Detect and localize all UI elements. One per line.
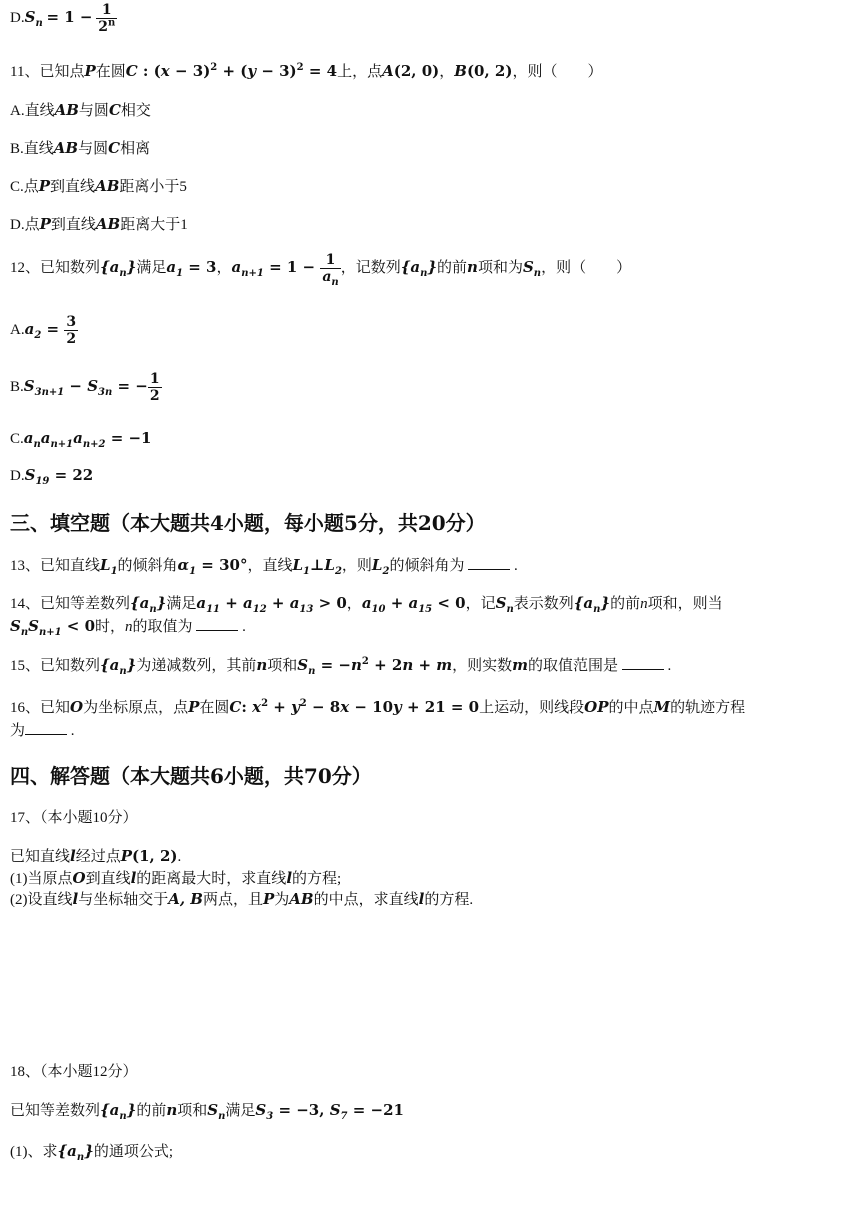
q12-option-c xyxy=(10,428,152,449)
q11-option-d xyxy=(10,214,188,235)
text: (1)、求 xyxy=(10,1144,58,1160)
text: 表示数列 xyxy=(513,596,574,612)
math: − xyxy=(64,376,88,395)
text: D.点 xyxy=(10,217,40,233)
math: = − xyxy=(315,656,351,674)
math: − 3)$^2$ + ( xyxy=(169,62,248,80)
text: ，记 xyxy=(465,596,496,612)
math: $\{a_n\}$ xyxy=(573,594,611,615)
math: y xyxy=(247,62,257,80)
math: P xyxy=(188,698,200,716)
option-prefix: D. xyxy=(10,468,25,484)
math: $a_{n+1}$ xyxy=(231,257,264,279)
math: $^2$ − 8 xyxy=(299,698,341,716)
q10-option-d xyxy=(10,2,117,35)
text: 与圆 xyxy=(78,103,109,119)
math: $L_1$ xyxy=(100,556,118,577)
text: 的方程. xyxy=(424,892,474,908)
math: $L_1$ xyxy=(292,556,310,577)
text: 12、已知数列 xyxy=(10,259,101,276)
math: $\{a_n\}$ xyxy=(57,1142,94,1163)
text: 在圆 xyxy=(95,64,126,80)
math: $S_{3n}$ xyxy=(87,376,113,398)
math: = 3 xyxy=(183,257,217,276)
math: $\{a_n\}$ xyxy=(100,257,137,279)
text: 已知等差数列 xyxy=(10,1103,101,1119)
math: P xyxy=(120,847,133,865)
text: . xyxy=(242,619,246,635)
math: O xyxy=(72,869,86,887)
math: : ( xyxy=(137,62,161,80)
text: 11、已知点 xyxy=(10,64,85,80)
text: ， xyxy=(346,596,362,612)
q18-line1 xyxy=(10,1100,404,1121)
text: B.直线 xyxy=(10,141,54,157)
math: $S_n$ xyxy=(495,594,514,615)
math: l xyxy=(72,890,79,908)
option-prefix: A. xyxy=(10,321,25,338)
text: ，记数列 xyxy=(340,259,401,276)
text: 为递减数列，其前 xyxy=(136,658,257,674)
section-3-title: 三、填空题（本大题共4小题，每小题5分，共20分） xyxy=(10,511,486,535)
math: = 22 xyxy=(49,466,94,484)
text: 14、已知等差数列 xyxy=(10,596,131,612)
text: (2)设直线 xyxy=(10,892,73,908)
math: n xyxy=(166,1101,178,1119)
text: 距离小于5 xyxy=(119,179,187,195)
math: x xyxy=(340,698,350,716)
math: AB xyxy=(95,215,121,233)
math: C xyxy=(108,139,121,157)
math: $a_{12}$ xyxy=(243,594,267,615)
math: $L_2$ xyxy=(324,556,342,577)
math: ⊥ xyxy=(309,556,325,574)
math: + xyxy=(220,594,244,612)
math: (1, 2) xyxy=(132,847,178,865)
q18-heading: 18、（本小题12分） xyxy=(10,1064,138,1080)
math: < 0 xyxy=(61,617,96,635)
text: 上运动，则线段 xyxy=(479,700,585,716)
q17-line1 xyxy=(10,846,181,867)
math: $S_n$ xyxy=(522,257,542,279)
text: . xyxy=(177,849,182,865)
math: + 21 = 0 xyxy=(401,698,480,716)
q11-stem xyxy=(10,61,602,82)
math: $\{a_n\}$ xyxy=(130,594,167,615)
math: : xyxy=(241,698,253,716)
q15 xyxy=(10,655,671,676)
math: $S_n$ xyxy=(207,1101,226,1122)
math: $S_n$ xyxy=(24,7,43,29)
math: = 1 − xyxy=(46,7,93,26)
text: 项和为 xyxy=(477,259,523,276)
option-prefix: D. xyxy=(10,9,25,26)
text: ， xyxy=(439,64,455,80)
math: x xyxy=(252,698,262,716)
math: (2, 0) xyxy=(393,62,440,80)
q11-option-a xyxy=(10,100,151,121)
math: B xyxy=(454,62,467,80)
text: A.直线 xyxy=(10,103,55,119)
math: n xyxy=(350,656,362,674)
math: $a_1$ xyxy=(166,257,184,279)
math: $S_n$ xyxy=(297,656,316,677)
text: 的距离最大时，求直线 xyxy=(136,871,287,887)
text: 在圆 xyxy=(199,700,230,716)
q17-heading: 17、（本小题10分） xyxy=(10,810,138,826)
q16-line2 xyxy=(10,720,75,741)
math: m xyxy=(436,656,453,674)
text: 已知直线 xyxy=(10,849,71,865)
text: ，则（ ） xyxy=(512,64,603,80)
text: 为坐标原点，点 xyxy=(83,700,189,716)
math: $S_3$ xyxy=(255,1101,274,1122)
math: n xyxy=(256,656,268,674)
math: AB xyxy=(95,177,120,195)
option-prefix: C. xyxy=(10,431,24,447)
text: 13、已知直线 xyxy=(10,558,101,574)
text: ，直线 xyxy=(247,558,293,574)
math: P xyxy=(263,890,275,908)
text: 两点，且 xyxy=(202,892,263,908)
text: 满足 xyxy=(136,259,167,276)
text: 的通项公式; xyxy=(93,1144,173,1160)
text: C.点 xyxy=(10,179,39,195)
math: = xyxy=(41,319,65,338)
q12-option-d xyxy=(10,465,93,486)
text: 与坐标轴交于 xyxy=(78,892,169,908)
text: 上，点 xyxy=(337,64,383,80)
q16-line1 xyxy=(10,697,745,718)
q11-option-c xyxy=(10,176,187,197)
q13 xyxy=(10,555,518,576)
math: $\{a_n\}$ xyxy=(100,656,137,677)
math: l xyxy=(130,869,137,887)
math: n xyxy=(640,596,648,612)
text: 与圆 xyxy=(78,141,109,157)
math: O xyxy=(70,698,84,716)
text: . xyxy=(667,658,672,674)
text: . xyxy=(70,723,75,739)
math: x xyxy=(160,62,170,80)
math: n xyxy=(402,656,414,674)
text: 为 xyxy=(10,723,26,739)
math: = −1 xyxy=(105,429,152,447)
text: 满足 xyxy=(166,596,197,612)
q17-line3 xyxy=(10,889,473,910)
math: = 1 − xyxy=(263,257,321,276)
math: m xyxy=(512,656,528,674)
text: 经过点 xyxy=(75,849,121,865)
text: ，则 xyxy=(341,558,372,574)
text: 满足 xyxy=(225,1103,256,1119)
math: C xyxy=(108,101,121,119)
math: = −21 xyxy=(347,1101,404,1119)
math: = −3, xyxy=(273,1101,330,1119)
text: . xyxy=(513,558,518,574)
math: = − xyxy=(112,376,148,395)
text: ，则（ ） xyxy=(541,259,632,276)
math: $S_7$ xyxy=(329,1101,348,1122)
math: AB xyxy=(53,139,79,157)
math: + xyxy=(385,594,409,612)
text: (1)当原点 xyxy=(10,871,73,887)
q14-line1 xyxy=(10,593,723,614)
math: $S_{19}$ xyxy=(24,466,50,487)
math: $L_2$ xyxy=(371,556,390,577)
option-prefix: B. xyxy=(10,378,24,395)
math: < 0 xyxy=(432,594,466,612)
math: $a_na_{n+1}a_{n+2}$ xyxy=(23,429,106,450)
q18-line2 xyxy=(10,1141,173,1162)
math: A, B xyxy=(168,890,203,908)
q14-line2 xyxy=(10,616,246,637)
text: 的中点，求直线 xyxy=(313,892,419,908)
math: P xyxy=(84,62,96,80)
math: l xyxy=(286,869,293,887)
answer-blank xyxy=(25,720,67,735)
text: 到直线 xyxy=(50,179,96,195)
q11-option-b xyxy=(10,138,150,159)
math: AB xyxy=(54,101,79,119)
math: − 10 xyxy=(349,698,394,716)
math: + xyxy=(413,656,437,674)
text: 项和 xyxy=(267,658,298,674)
text: 的取值为 xyxy=(132,619,193,635)
math: l xyxy=(418,890,425,908)
math: M xyxy=(653,698,671,716)
math: (0, 2) xyxy=(466,62,513,80)
text: 为 xyxy=(274,892,290,908)
text: 到直线 xyxy=(50,217,96,233)
text: 的倾斜角 xyxy=(117,558,178,574)
math: P xyxy=(39,215,51,233)
fraction: $\frac{3}{2}$ xyxy=(66,314,77,347)
text: 的倾斜角为 xyxy=(389,558,465,574)
text: 的方程; xyxy=(292,871,342,887)
math: C xyxy=(125,62,138,80)
q12-option-b xyxy=(10,371,162,404)
text: 项和，则当 xyxy=(647,596,723,612)
q12-stem xyxy=(10,252,632,288)
math: $^2$ + 2 xyxy=(361,656,403,674)
math: $a_2$ xyxy=(24,319,42,341)
math: l xyxy=(70,847,76,865)
text: ，则实数 xyxy=(452,658,513,674)
text: 的中点 xyxy=(608,700,654,716)
answer-blank xyxy=(196,616,238,631)
text: 相交 xyxy=(120,103,151,119)
q17-line2 xyxy=(10,868,341,889)
math: $^2$ + xyxy=(261,698,292,716)
text: 相离 xyxy=(120,141,151,157)
text: 的前 xyxy=(610,596,641,612)
math: + xyxy=(266,594,290,612)
math: y xyxy=(291,698,300,716)
fraction: $\frac{1}{2}$ xyxy=(149,371,160,404)
math: AB xyxy=(289,890,314,908)
math: $\alpha_1$ xyxy=(177,556,197,577)
math: OP xyxy=(584,698,609,716)
math: $a_{15}$ xyxy=(408,594,433,615)
math: $a_{10}$ xyxy=(361,594,386,615)
math: A xyxy=(382,62,394,80)
q12-option-a xyxy=(10,314,78,347)
math: n xyxy=(467,257,478,276)
text: 到直线 xyxy=(85,871,131,887)
text: 的前 xyxy=(136,1103,167,1119)
math: − 3)$^2$ = 4 xyxy=(256,62,338,80)
text: ， xyxy=(216,259,232,276)
text: 时， xyxy=(95,619,126,635)
answer-blank xyxy=(622,655,664,670)
math: $S_nS_{n+1}$ xyxy=(10,617,62,638)
math: $S_{3n+1}$ xyxy=(23,376,65,398)
text: 距离大于1 xyxy=(120,217,188,233)
math: $\{a_n\}$ xyxy=(400,257,438,279)
section-4-title: 四、解答题（本大题共6小题，共70分） xyxy=(10,764,372,788)
math: = 30° xyxy=(196,556,248,574)
math: > 0 xyxy=(313,594,347,612)
fraction: $\frac{1}{2^n}$ xyxy=(98,2,116,35)
text: 的轨迹方程 xyxy=(670,700,746,716)
math: y xyxy=(393,698,402,716)
math: P xyxy=(38,177,51,195)
math: $a_{13}$ xyxy=(289,594,314,615)
text: 的前 xyxy=(437,259,468,276)
text: 的取值范围是 xyxy=(528,658,619,674)
math: $\{a_n\}$ xyxy=(100,1101,137,1122)
math: C xyxy=(229,698,242,716)
answer-blank xyxy=(468,555,510,570)
math: n xyxy=(125,619,133,635)
fraction: $\frac{1}{a_n}$ xyxy=(322,252,339,288)
text: 项和 xyxy=(177,1103,208,1119)
text: 16、已知 xyxy=(10,700,71,716)
text: 15、已知数列 xyxy=(10,658,101,674)
math: $a_{11}$ xyxy=(196,594,220,615)
